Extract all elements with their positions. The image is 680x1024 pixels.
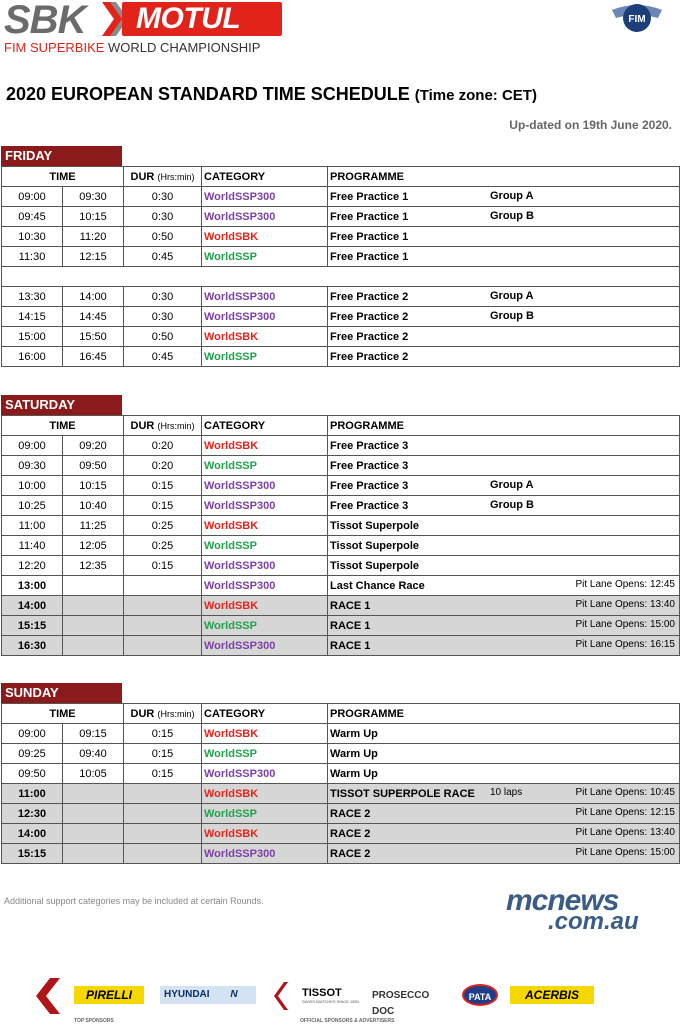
table-row [2, 576, 680, 596]
category-cell: WorldSSP300 [202, 636, 328, 656]
category-cell: WorldSBK [202, 516, 328, 536]
end-time-cell: 16:45 [63, 347, 124, 367]
table-row [2, 804, 680, 824]
friday-schedule [1, 146, 679, 367]
duration-header [124, 167, 202, 187]
programme-name: Free Practice 2 [330, 290, 409, 303]
end-time-cell [63, 636, 124, 656]
table-row [2, 844, 680, 864]
category-cell: WorldSSP [202, 744, 328, 764]
programme-cell [328, 536, 680, 556]
duration-cell: 0:50 [124, 327, 202, 347]
table-row [2, 207, 680, 227]
programme-cell [328, 187, 680, 207]
start-time-cell: 09:00 [2, 436, 63, 456]
end-time-cell [63, 844, 124, 864]
duration-cell [124, 616, 202, 636]
start-time-cell: 10:00 [2, 476, 63, 496]
programme-name: Tissot Superpole [330, 539, 420, 552]
pit-lane-label: Pit Lane Opens: 15:00 [575, 619, 675, 630]
programme-cell [328, 744, 680, 764]
duration-cell: 0:25 [124, 516, 202, 536]
table-row [2, 496, 680, 516]
table-row [2, 347, 680, 367]
dur-unit: (Hrs:min) [157, 420, 195, 431]
hyundai-n: N [230, 989, 238, 1000]
programme-cell [328, 516, 680, 536]
end-time-cell: 12:15 [63, 247, 124, 267]
fim-logo-text: FIM [628, 14, 646, 25]
duration-cell [124, 804, 202, 824]
programme-header: PROGRAMME [328, 704, 680, 724]
top-sponsors-label: TOP SPONSORS [74, 1018, 114, 1024]
start-time-cell: 11:30 [2, 247, 63, 267]
programme-cell [328, 784, 680, 804]
start-time-cell: 13:30 [2, 287, 63, 307]
schedule-table [1, 703, 680, 864]
sbk-wordmark: SBK [4, 0, 86, 42]
duration-cell: 0:30 [124, 207, 202, 227]
programme-name: Warm Up [330, 727, 378, 740]
end-time-cell: 10:15 [63, 207, 124, 227]
mcnews-text: mcnews [506, 884, 619, 917]
table-row [2, 784, 680, 804]
start-time-cell: 11:00 [2, 784, 63, 804]
programme-cell [328, 844, 680, 864]
duration-cell: 0:20 [124, 436, 202, 456]
end-time-cell: 12:35 [63, 556, 124, 576]
group-label: Group A [490, 290, 534, 302]
end-time-cell: 09:30 [63, 187, 124, 207]
group-label: Group A [490, 190, 534, 202]
dorna-arrow-icon [36, 978, 66, 1014]
table-row [2, 764, 680, 784]
category-header: CATEGORY [202, 167, 328, 187]
day-label: SATURDAY [1, 395, 122, 415]
end-time-cell: 12:05 [63, 536, 124, 556]
table-row [2, 436, 680, 456]
footer-note: Additional support categories may be included at certain Rounds. [4, 896, 264, 906]
dur-label: DUR [130, 170, 155, 183]
table-row [2, 476, 680, 496]
table-row [2, 616, 680, 636]
category-cell: WorldSBK [202, 436, 328, 456]
programme-cell [328, 476, 680, 496]
table-row [2, 227, 680, 247]
motul-box [122, 2, 282, 36]
category-cell: WorldSBK [202, 227, 328, 247]
end-time-cell [63, 804, 124, 824]
table-row [2, 287, 680, 307]
duration-cell: 0:50 [124, 227, 202, 247]
mcnews-domain: .com.au [548, 908, 639, 935]
motul-wordmark: MOTUL [136, 2, 241, 35]
hyundai-logo [160, 986, 256, 1004]
subtitle-wc: WORLD CHAMPIONSHIP [104, 40, 261, 55]
start-time-cell: 09:00 [2, 187, 63, 207]
sponsors-bar [0, 976, 680, 1024]
title-timezone: (Time zone: CET) [414, 87, 537, 104]
header-row [2, 167, 680, 187]
category-cell: WorldSSP [202, 536, 328, 556]
end-time-cell: 10:40 [63, 496, 124, 516]
end-time-cell [63, 824, 124, 844]
category-cell: WorldSSP300 [202, 307, 328, 327]
start-time-cell: 10:25 [2, 496, 63, 516]
programme-name: Free Practice 2 [330, 330, 409, 343]
duration-cell: 0:15 [124, 476, 202, 496]
fim-logo-icon [610, 2, 664, 34]
page-title [6, 84, 537, 105]
programme-cell [328, 724, 680, 744]
end-time-cell: 15:50 [63, 327, 124, 347]
programme-cell [328, 824, 680, 844]
pit-lane-label: Pit Lane Opens: 12:45 [575, 579, 675, 590]
pit-lane-label: Pit Lane Opens: 10:45 [575, 787, 675, 798]
programme-name: Free Practice 1 [330, 230, 409, 243]
programme-name: Free Practice 1 [330, 210, 409, 223]
dur-label: DUR [130, 707, 155, 720]
sbk-motul-logo [4, 0, 294, 56]
duration-cell: 0:15 [124, 496, 202, 516]
duration-cell [124, 596, 202, 616]
programme-cell [328, 804, 680, 824]
end-time-cell: 14:45 [63, 307, 124, 327]
programme-cell [328, 576, 680, 596]
end-time-cell: 10:05 [63, 764, 124, 784]
category-cell: WorldSBK [202, 596, 328, 616]
programme-name: Last Chance Race [330, 579, 425, 592]
start-time-cell: 09:00 [2, 724, 63, 744]
mcnews-logo [506, 886, 646, 938]
programme-name: RACE 1 [330, 639, 371, 652]
programme-cell [328, 347, 680, 367]
programme-cell [328, 327, 680, 347]
programme-name: Free Practice 2 [330, 310, 409, 323]
start-time-cell: 15:00 [2, 327, 63, 347]
duration-cell: 0:15 [124, 556, 202, 576]
schedule-table [1, 166, 680, 367]
programme-cell [328, 436, 680, 456]
pata-logo: PATA [462, 984, 498, 1006]
duration-cell: 0:25 [124, 536, 202, 556]
programme-name: Warm Up [330, 767, 378, 780]
programme-cell [328, 556, 680, 576]
start-time-cell: 16:30 [2, 636, 63, 656]
start-time-cell: 09:30 [2, 456, 63, 476]
duration-cell [124, 636, 202, 656]
end-time-cell [63, 576, 124, 596]
dorna-arrow-small-icon [272, 978, 294, 1014]
laps-label: 10 laps [490, 787, 523, 798]
programme-cell [328, 207, 680, 227]
duration-cell [124, 576, 202, 596]
category-cell: WorldSSP [202, 347, 328, 367]
tissot-text: TISSOT [302, 987, 342, 999]
duration-cell: 0:15 [124, 744, 202, 764]
acerbis-logo: ACERBIS [510, 986, 594, 1004]
programme-cell [328, 496, 680, 516]
category-cell: WorldSBK [202, 327, 328, 347]
category-cell: WorldSSP300 [202, 187, 328, 207]
hyundai-text: HYUNDAI [164, 989, 210, 1000]
pit-lane-label: Pit Lane Opens: 16:15 [575, 639, 675, 650]
table-row [2, 556, 680, 576]
category-cell: WorldSSP300 [202, 764, 328, 784]
end-time-cell: 11:20 [63, 227, 124, 247]
table-row [2, 824, 680, 844]
table-row [2, 724, 680, 744]
duration-cell: 0:20 [124, 456, 202, 476]
time-header: TIME [2, 416, 124, 436]
category-cell: WorldSSP300 [202, 207, 328, 227]
start-time-cell: 14:00 [2, 596, 63, 616]
programme-name: Free Practice 3 [330, 479, 409, 492]
category-cell: WorldSSP300 [202, 556, 328, 576]
programme-cell [328, 456, 680, 476]
table-row [2, 536, 680, 556]
table-row [2, 456, 680, 476]
sunday-schedule [1, 683, 679, 864]
category-cell: WorldSSP300 [202, 576, 328, 596]
header-row [2, 704, 680, 724]
group-label: Group B [490, 210, 534, 222]
category-cell: WorldSBK [202, 724, 328, 744]
table-row [2, 267, 680, 287]
group-label: Group B [490, 310, 534, 322]
duration-cell [124, 824, 202, 844]
updated-date: Up-dated on 19th June 2020. [509, 118, 672, 132]
end-time-cell [63, 784, 124, 804]
programme-name: Tissot Superpole [330, 559, 420, 572]
end-time-cell: 09:15 [63, 724, 124, 744]
pit-lane-label: Pit Lane Opens: 12:15 [575, 807, 675, 818]
programme-name: Free Practice 3 [330, 459, 409, 472]
dur-unit: (Hrs:min) [157, 708, 195, 719]
time-header: TIME [2, 704, 124, 724]
end-time-cell: 09:50 [63, 456, 124, 476]
table-row [2, 744, 680, 764]
time-header: TIME [2, 167, 124, 187]
category-cell: WorldSSP300 [202, 496, 328, 516]
duration-cell: 0:30 [124, 287, 202, 307]
programme-cell [328, 764, 680, 784]
duration-cell: 0:30 [124, 187, 202, 207]
programme-name: RACE 1 [330, 599, 371, 612]
programme-cell [328, 616, 680, 636]
dur-unit: (Hrs:min) [157, 171, 195, 182]
championship-subtitle [4, 40, 260, 55]
start-time-cell: 09:45 [2, 207, 63, 227]
table-row [2, 187, 680, 207]
day-label: FRIDAY [1, 146, 122, 166]
prosecco-logo: PROSECCO DOC [372, 990, 430, 1017]
table-row [2, 596, 680, 616]
duration-cell: 0:45 [124, 347, 202, 367]
start-time-cell: 09:25 [2, 744, 63, 764]
separator-cell [2, 267, 680, 287]
pit-lane-label: Pit Lane Opens: 13:40 [575, 599, 675, 610]
start-time-cell: 13:00 [2, 576, 63, 596]
dur-label: DUR [130, 419, 155, 432]
programme-header: PROGRAMME [328, 416, 680, 436]
group-label: Group B [490, 499, 534, 511]
duration-cell: 0:30 [124, 307, 202, 327]
category-cell: WorldSSP [202, 616, 328, 636]
start-time-cell: 14:00 [2, 824, 63, 844]
table-row [2, 307, 680, 327]
start-time-cell: 10:30 [2, 227, 63, 247]
category-cell: WorldSBK [202, 824, 328, 844]
table-row [2, 247, 680, 267]
category-cell: WorldSSP [202, 456, 328, 476]
duration-cell [124, 784, 202, 804]
end-time-cell: 10:15 [63, 476, 124, 496]
programme-cell [328, 247, 680, 267]
start-time-cell: 15:15 [2, 616, 63, 636]
programme-name: RACE 2 [330, 847, 371, 860]
end-time-cell: 11:25 [63, 516, 124, 536]
start-time-cell: 12:20 [2, 556, 63, 576]
programme-header: PROGRAMME [328, 167, 680, 187]
duration-cell: 0:45 [124, 247, 202, 267]
end-time-cell: 09:20 [63, 436, 124, 456]
programme-name: Free Practice 2 [330, 350, 409, 363]
programme-name: Free Practice 1 [330, 190, 409, 203]
category-cell: WorldSSP300 [202, 287, 328, 307]
duration-cell [124, 844, 202, 864]
programme-name: RACE 1 [330, 619, 371, 632]
start-time-cell: 11:40 [2, 536, 63, 556]
title-main: 2020 EUROPEAN STANDARD TIME SCHEDULE [6, 84, 415, 104]
start-time-cell: 12:30 [2, 804, 63, 824]
programme-name: RACE 2 [330, 807, 371, 820]
start-time-cell: 15:15 [2, 844, 63, 864]
programme-name: Tissot Superpole [330, 519, 420, 532]
programme-name: RACE 2 [330, 827, 371, 840]
tissot-subtext: SWISS WATCHES SINCE 1853 [302, 999, 359, 1004]
programme-name: Free Practice 3 [330, 499, 409, 512]
start-time-cell: 11:00 [2, 516, 63, 536]
category-header: CATEGORY [202, 416, 328, 436]
start-time-cell: 09:50 [2, 764, 63, 784]
duration-header [124, 416, 202, 436]
start-time-cell: 14:15 [2, 307, 63, 327]
start-time-cell: 16:00 [2, 347, 63, 367]
header-row [2, 416, 680, 436]
saturday-schedule [1, 395, 679, 656]
duration-cell: 0:15 [124, 764, 202, 784]
table-row [2, 516, 680, 536]
category-cell: WorldSSP300 [202, 476, 328, 496]
subtitle-fim: FIM SUPERBIKE [4, 40, 105, 55]
day-label: SUNDAY [1, 683, 122, 703]
official-sponsors-label: OFFICIAL SPONSORS & ADVERTISERS [300, 1018, 395, 1024]
programme-name: Free Practice 3 [330, 439, 409, 452]
category-cell: WorldSBK [202, 784, 328, 804]
end-time-cell: 14:00 [63, 287, 124, 307]
end-time-cell [63, 596, 124, 616]
tissot-logo [302, 986, 362, 1004]
programme-cell [328, 287, 680, 307]
programme-cell [328, 596, 680, 616]
category-cell: WorldSSP [202, 247, 328, 267]
pit-lane-label: Pit Lane Opens: 15:00 [575, 847, 675, 858]
programme-name: Free Practice 1 [330, 250, 409, 263]
pirelli-logo: PIRELLI [74, 986, 144, 1004]
programme-cell [328, 227, 680, 247]
duration-cell: 0:15 [124, 724, 202, 744]
table-row [2, 636, 680, 656]
programme-cell [328, 307, 680, 327]
schedule-table [1, 415, 680, 656]
table-row [2, 327, 680, 347]
category-header: CATEGORY [202, 704, 328, 724]
duration-header [124, 704, 202, 724]
programme-name: Warm Up [330, 747, 378, 760]
category-cell: WorldSSP [202, 804, 328, 824]
programme-name: TISSOT SUPERPOLE RACE [330, 787, 475, 800]
group-label: Group A [490, 479, 534, 491]
end-time-cell [63, 616, 124, 636]
category-cell: WorldSSP300 [202, 844, 328, 864]
programme-cell [328, 636, 680, 656]
pit-lane-label: Pit Lane Opens: 13:40 [575, 827, 675, 838]
end-time-cell: 09:40 [63, 744, 124, 764]
